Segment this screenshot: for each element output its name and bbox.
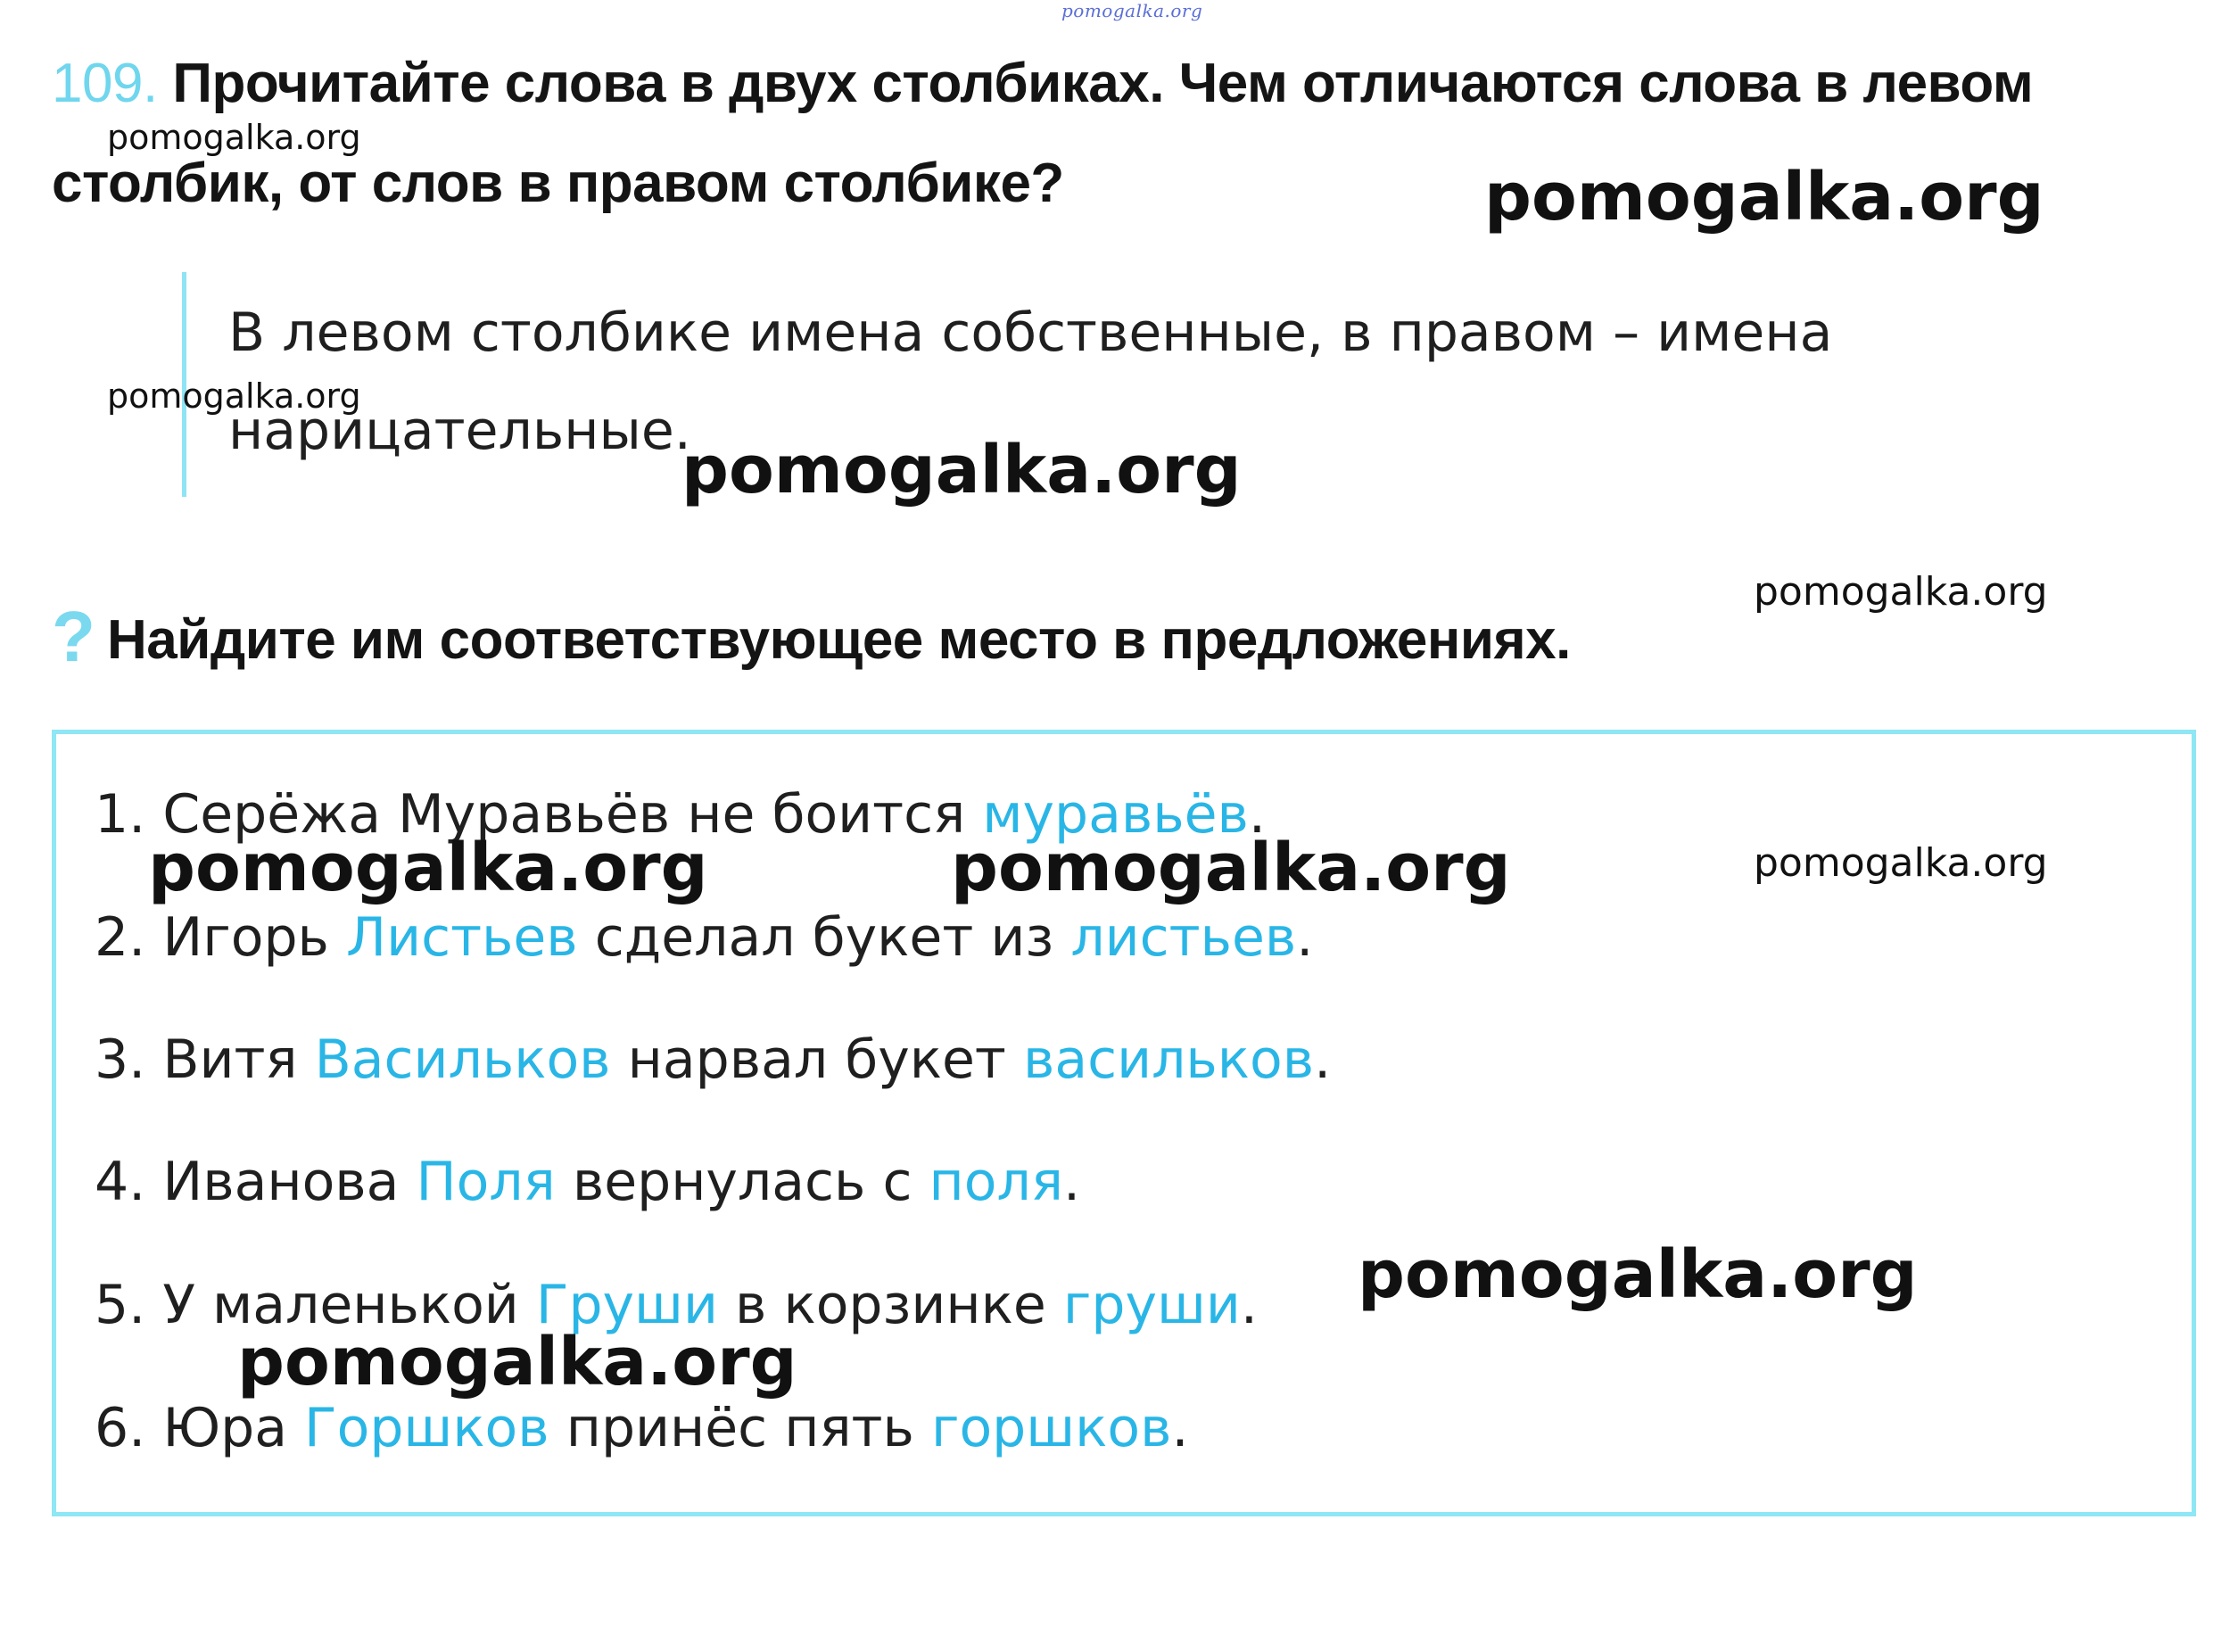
- watermark: pomogalka.org: [1754, 840, 2048, 886]
- watermark: pomogalka.org: [951, 830, 1511, 906]
- answer-line-2: нарицательные.: [228, 400, 691, 462]
- sentence-2: [95, 906, 1313, 969]
- highlighted-word: Листьев: [345, 906, 578, 969]
- sentence-end: .: [1296, 906, 1314, 969]
- highlighted-word: муравьёв: [982, 783, 1249, 846]
- sentence-end: .: [1248, 783, 1266, 846]
- sentence-number: 5.: [95, 1274, 146, 1336]
- watermark: pomogalka.org: [1358, 1236, 1918, 1313]
- sentence-text: Витя: [162, 1028, 315, 1091]
- sentence-number: 6.: [95, 1397, 146, 1459]
- sentence-number: 3.: [95, 1028, 146, 1091]
- watermark: pomogalka.org: [237, 1324, 797, 1400]
- watermark: pomogalka.org: [1484, 159, 2044, 235]
- header-watermark: pomogalka.org: [1061, 0, 1203, 21]
- task-heading-line-2: столбик, от слов в правом столбике?: [52, 153, 1064, 214]
- highlighted-word: Горшков: [304, 1397, 549, 1459]
- task-number: 109.: [52, 53, 158, 114]
- sentence-3: [95, 1028, 1331, 1091]
- sentence-text: Серёжа Муравьёв не боится: [162, 783, 983, 846]
- sentence-4: [95, 1151, 1080, 1213]
- answer-line-1: В левом столбике имена собственные, в правом – имена: [228, 301, 1833, 364]
- highlighted-word: листьев: [1070, 906, 1297, 969]
- watermark: pomogalka.org: [107, 118, 361, 157]
- highlighted-word: Поля: [416, 1151, 556, 1213]
- highlighted-word: поля: [929, 1151, 1063, 1213]
- sentence-text: принёс пять: [549, 1397, 931, 1459]
- sentence-6: [95, 1397, 1189, 1459]
- task-text-1: Прочитайте слова в двух столбиках. Чем отличаются слова в левом: [172, 53, 2034, 114]
- sentence-text: в корзинке: [717, 1274, 1063, 1336]
- sentence-number: 2.: [95, 906, 146, 969]
- highlighted-word: васильков: [1022, 1028, 1315, 1091]
- sentence-text: Игорь: [162, 906, 346, 969]
- question-text: Найдите им соответствующее место в предложениях.: [107, 609, 1571, 671]
- task-heading-line-1: [52, 52, 2033, 115]
- watermark: pomogalka.org: [1754, 569, 2048, 615]
- highlighted-word: Васильков: [314, 1028, 611, 1091]
- question-mark-icon: ?: [52, 597, 95, 676]
- watermark: pomogalka.org: [107, 376, 361, 416]
- watermark: pomogalka.org: [681, 432, 1242, 508]
- sentence-number: 1.: [95, 783, 146, 846]
- sentence-number: 4.: [95, 1151, 146, 1213]
- sentence-end: .: [1240, 1274, 1258, 1336]
- highlighted-word: Груши: [535, 1274, 718, 1336]
- highlighted-word: горшков: [930, 1397, 1172, 1459]
- sentence-end: .: [1171, 1397, 1189, 1459]
- highlighted-word: груши: [1062, 1274, 1241, 1336]
- sentence-text: нарвал букет: [610, 1028, 1023, 1091]
- sentence-text: Юра: [162, 1397, 305, 1459]
- sentence-text: У маленькой: [162, 1274, 536, 1336]
- sentence-text: Иванова: [162, 1151, 417, 1213]
- sentence-text: сделал букет из: [577, 906, 1071, 969]
- sentence-text: вернулась с: [555, 1151, 929, 1213]
- watermark: pomogalka.org: [148, 830, 708, 906]
- sentence-end: .: [1062, 1151, 1081, 1213]
- sentence-end: .: [1314, 1028, 1332, 1091]
